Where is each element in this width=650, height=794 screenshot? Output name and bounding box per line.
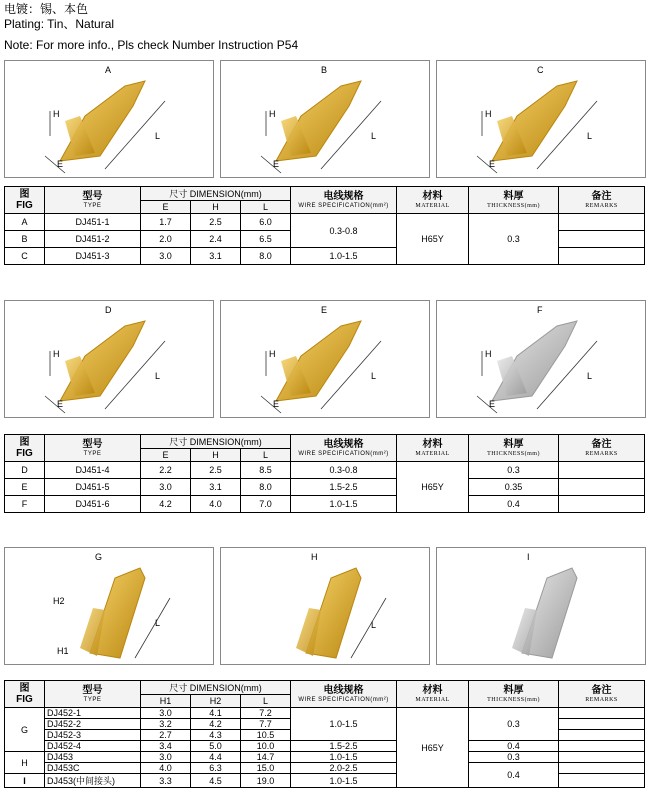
photo-label: A [105, 65, 112, 75]
plating-cn: 电镀：锡、本色 [4, 2, 89, 16]
col-h: H [191, 201, 241, 214]
table-row [5, 479, 645, 496]
e-cell: 2.0 [141, 231, 191, 248]
material-cn: 材料 [422, 684, 443, 696]
h2-cell: 5.0 [191, 741, 241, 752]
thickness-cell: 0.4 [469, 741, 559, 752]
type-cell: DJ452-2 [45, 719, 141, 730]
e-cell: 4.2 [141, 496, 191, 513]
terminal-photo-c [436, 60, 646, 178]
material-en: MATERIAL [415, 450, 450, 457]
wire-cell: 1.0-1.5 [291, 248, 397, 265]
dimension-label: L [371, 131, 377, 141]
e-cell: 2.2 [141, 462, 191, 479]
terminal-photo-d [4, 300, 214, 418]
type-cell: DJ451-5 [45, 479, 141, 496]
wire-en: WIRE SPECIFICATION(mm²) [298, 202, 389, 209]
e-cell: 3.0 [141, 248, 191, 265]
type-cell: DJ453C [45, 763, 141, 774]
col-h: H [191, 449, 241, 462]
remarks-cell [559, 719, 645, 730]
dimension-label: H [269, 109, 276, 119]
photo-label: C [537, 65, 544, 75]
fig-en: FIG [16, 200, 33, 211]
h-cell: 3.1 [191, 479, 241, 496]
col-l: L [241, 449, 291, 462]
type-cell: DJ451-4 [45, 462, 141, 479]
table-row [5, 752, 645, 763]
h1-cell: 3.2 [141, 719, 191, 730]
type-en: TYPE [83, 450, 102, 457]
l-cell: 8.0 [241, 248, 291, 265]
material-cn: 材料 [422, 190, 443, 202]
h2-cell: 4.5 [191, 774, 241, 788]
fig-cell: H [5, 752, 45, 774]
dimension-label: L [587, 131, 593, 141]
fig-cell: A [5, 214, 45, 231]
wire-cn: 电线规格 [323, 684, 364, 696]
h-cell: 4.0 [191, 496, 241, 513]
l-cell: 6.0 [241, 214, 291, 231]
e-cell: 3.0 [141, 479, 191, 496]
type-cell: DJ451-3 [45, 248, 141, 265]
wire-cell: 1.0-1.5 [291, 752, 397, 763]
table-row [5, 496, 645, 513]
type-cell: DJ452-1 [45, 708, 141, 719]
type-cn: 型号 [82, 190, 103, 202]
dimension-label: E [489, 399, 496, 409]
type-cell: DJ453 [45, 752, 141, 763]
dimension-label: H [53, 109, 60, 119]
terminal-photo-e [220, 300, 430, 418]
col-h1: H1 [141, 695, 191, 708]
material-en: MATERIAL [415, 202, 450, 209]
plating-en: Plating: Tin、Natural [4, 17, 115, 31]
l-cell: 6.5 [241, 231, 291, 248]
l-cell: 10.5 [241, 730, 291, 741]
terminal-photo-f [436, 300, 646, 418]
remarks-cell [559, 763, 645, 774]
h-cell: 2.5 [191, 462, 241, 479]
col-l: L [241, 695, 291, 708]
wire-cell: 1.5-2.5 [291, 741, 397, 752]
terminal-drawing [437, 61, 646, 178]
type-cell: DJ451-6 [45, 496, 141, 513]
fig-cell: E [5, 479, 45, 496]
fig-cell: C [5, 248, 45, 265]
thickness-cell: 0.35 [469, 479, 559, 496]
thickness-cn: 料厚 [503, 190, 524, 202]
photo-label: B [321, 65, 328, 75]
dimension-label: H [485, 349, 492, 359]
dimension-label: H [269, 349, 276, 359]
terminal-drawing [221, 548, 430, 665]
col-l: L [241, 201, 291, 214]
material-cell: H65Y [397, 214, 469, 265]
thickness-en: THICKNESS(mm) [487, 202, 540, 209]
terminal-drawing [437, 548, 646, 665]
col-h2: H2 [191, 695, 241, 708]
l-cell: 7.0 [241, 496, 291, 513]
remarks-cell [559, 741, 645, 752]
type-cn: 型号 [82, 438, 103, 450]
terminal-photo-g [4, 547, 214, 665]
wire-cell: 1.0-1.5 [291, 496, 397, 513]
wire-en: WIRE SPECIFICATION(mm²) [298, 450, 389, 457]
dimension-label: L [371, 620, 377, 630]
material-cn: 材料 [422, 438, 443, 450]
photo-label: H [311, 552, 318, 562]
fig-cell: I [5, 774, 45, 788]
dimension-header: 尺寸 DIMENSION(mm) [169, 683, 262, 693]
l-cell: 7.7 [241, 719, 291, 730]
h1-cell: 3.0 [141, 752, 191, 763]
l-cell: 19.0 [241, 774, 291, 788]
spec-table-2 [4, 434, 645, 513]
fig-cell: F [5, 496, 45, 513]
dimension-label: H2 [53, 596, 65, 606]
dimension-label: E [57, 159, 64, 169]
l-cell: 15.0 [241, 763, 291, 774]
h1-cell: 4.0 [141, 763, 191, 774]
h2-cell: 6.3 [191, 763, 241, 774]
terminal-drawing [5, 301, 214, 418]
dimension-label: E [57, 399, 64, 409]
wire-cell: 1.5-2.5 [291, 479, 397, 496]
dimension-label: L [155, 618, 161, 628]
remarks-cell [559, 708, 645, 719]
wire-cn: 电线规格 [323, 190, 364, 202]
remarks-cn: 备注 [591, 684, 612, 696]
dimension-label: L [587, 371, 593, 381]
h1-cell: 3.4 [141, 741, 191, 752]
table-row [5, 708, 645, 719]
dimension-label: H [53, 349, 60, 359]
h2-cell: 4.4 [191, 752, 241, 763]
h-cell: 2.4 [191, 231, 241, 248]
thickness-cell: 0.3 [469, 708, 559, 741]
thickness-cell: 0.3 [469, 462, 559, 479]
fig-cell: B [5, 231, 45, 248]
thickness-en: THICKNESS(mm) [487, 696, 540, 703]
wire-en: WIRE SPECIFICATION(mm²) [298, 696, 389, 703]
note: Note: For more info., Pls check Number Instruction P54 [4, 38, 299, 52]
fig-en: FIG [16, 448, 33, 459]
fig-cn: 图 [19, 189, 30, 200]
h-cell: 2.5 [191, 214, 241, 231]
thickness-cell: 0.3 [469, 214, 559, 265]
type-cell: DJ451-2 [45, 231, 141, 248]
terminal-photo-i [436, 547, 646, 665]
table-row [5, 214, 645, 231]
spec-table-1 [4, 186, 645, 265]
wire-cell: 1.0-1.5 [291, 708, 397, 741]
remarks-cell [559, 214, 645, 231]
dimension-label: E [273, 399, 280, 409]
dimension-label: H [485, 109, 492, 119]
l-cell: 14.7 [241, 752, 291, 763]
h2-cell: 4.3 [191, 730, 241, 741]
type-cell: DJ452-3 [45, 730, 141, 741]
remarks-cell [559, 496, 645, 513]
table-row [5, 763, 645, 774]
table-row [5, 462, 645, 479]
material-cell: H65Y [397, 708, 469, 788]
h-cell: 3.1 [191, 248, 241, 265]
remarks-cell [559, 231, 645, 248]
type-en: TYPE [83, 696, 102, 703]
remarks-cell [559, 752, 645, 763]
material-cell: H65Y [397, 462, 469, 513]
col-e: E [141, 449, 191, 462]
dimension-label: E [273, 159, 280, 169]
type-en: TYPE [83, 202, 102, 209]
l-cell: 8.0 [241, 479, 291, 496]
remarks-cell [559, 774, 645, 788]
fig-cell: G [5, 708, 45, 752]
remarks-cell [559, 462, 645, 479]
dimension-label: L [155, 371, 161, 381]
type-cn: 型号 [82, 684, 103, 696]
terminal-drawing [5, 61, 214, 178]
remarks-en: REMARKS [585, 202, 618, 209]
h1-cell: 2.7 [141, 730, 191, 741]
e-cell: 1.7 [141, 214, 191, 231]
h2-cell: 4.2 [191, 719, 241, 730]
terminal-drawing [221, 301, 430, 418]
photo-label: D [105, 305, 112, 315]
photo-label: E [321, 305, 328, 315]
fig-cn: 图 [19, 683, 30, 694]
type-cell: DJ451-1 [45, 214, 141, 231]
terminal-photo-a [4, 60, 214, 178]
l-cell: 8.5 [241, 462, 291, 479]
h1-cell: 3.3 [141, 774, 191, 788]
dimension-label: H1 [57, 646, 69, 656]
remarks-cn: 备注 [591, 438, 612, 450]
remarks-cell [559, 730, 645, 741]
wire-cell: 0.3-0.8 [291, 214, 397, 248]
type-cell: DJ452-4 [45, 741, 141, 752]
dimension-header: 尺寸 DIMENSION(mm) [169, 189, 262, 199]
remarks-en: REMARKS [585, 696, 618, 703]
col-e: E [141, 201, 191, 214]
table-row [5, 741, 645, 752]
spec-table-3 [4, 680, 645, 788]
thickness-cn: 料厚 [503, 684, 524, 696]
fig-cn: 图 [19, 437, 30, 448]
photo-label: G [95, 552, 103, 562]
photo-label: F [537, 305, 543, 315]
remarks-cell [559, 479, 645, 496]
material-en: MATERIAL [415, 696, 450, 703]
wire-cell: 0.3-0.8 [291, 462, 397, 479]
terminal-drawing [5, 548, 214, 665]
thickness-cn: 料厚 [503, 438, 524, 450]
remarks-cn: 备注 [591, 190, 612, 202]
photo-label: I [527, 552, 530, 562]
wire-cell: 2.0-2.5 [291, 763, 397, 774]
terminal-photo-h [220, 547, 430, 665]
l-cell: 10.0 [241, 741, 291, 752]
l-cell: 7.2 [241, 708, 291, 719]
thickness-cell: 0.4 [469, 496, 559, 513]
fig-cell: D [5, 462, 45, 479]
dimension-label: E [489, 159, 496, 169]
thickness-en: THICKNESS(mm) [487, 450, 540, 457]
thickness-cell: 0.3 [469, 752, 559, 763]
dimension-header: 尺寸 DIMENSION(mm) [169, 437, 262, 447]
type-cell: DJ453(中间接头) [45, 774, 141, 788]
terminal-drawing [437, 301, 646, 418]
wire-cell: 1.0-1.5 [291, 774, 397, 788]
dimension-label: L [371, 371, 377, 381]
fig-en: FIG [16, 694, 33, 705]
dimension-label: L [155, 131, 161, 141]
remarks-cell [559, 248, 645, 265]
wire-cn: 电线规格 [323, 438, 364, 450]
remarks-en: REMARKS [585, 450, 618, 457]
h2-cell: 4.1 [191, 708, 241, 719]
thickness-cell: 0.4 [469, 763, 559, 788]
terminal-drawing [221, 61, 430, 178]
terminal-photo-b [220, 60, 430, 178]
h1-cell: 3.0 [141, 708, 191, 719]
